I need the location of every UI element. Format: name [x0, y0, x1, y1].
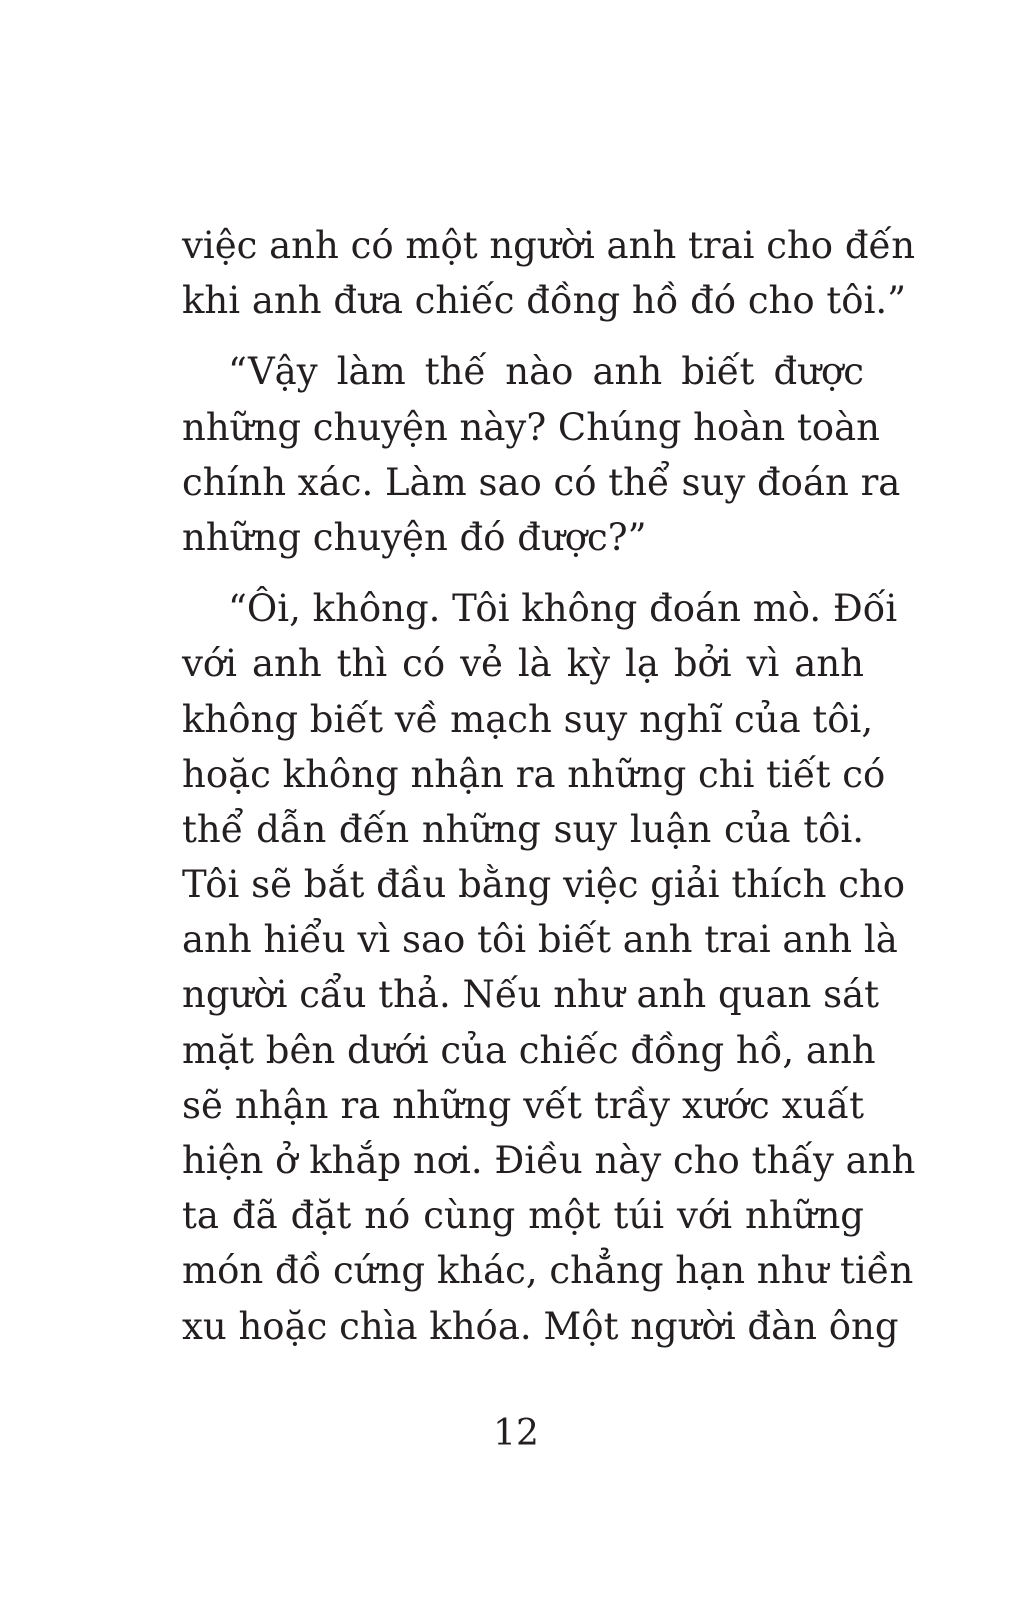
paragraph-3: [182, 581, 916, 1354]
page-body: [182, 218, 916, 1354]
text-line: ta đã đặt nó cùng một túi với những: [182, 1194, 864, 1238]
text-line: với anh thì có vẻ là kỳ lạ bởi vì anh: [182, 642, 864, 686]
text-line: khi anh đưa chiếc đồng hồ đó cho tôi.”: [182, 279, 907, 323]
text-line: chính xác. Làm sao có thể suy đoán ra: [182, 460, 901, 504]
text-line: hiện ở khắp nơi. Điều này cho thấy anh: [182, 1139, 916, 1182]
page-number: 12: [493, 1413, 539, 1454]
text-line: Tôi sẽ bắt đầu bằng việc giải thích cho: [182, 863, 906, 907]
text-line: hoặc không nhận ra những chi tiết có: [182, 752, 886, 796]
text-line: sẽ nhận ra những vết trầy xước xuất: [182, 1083, 864, 1127]
paragraph-2: [182, 344, 901, 565]
paragraph-1: [182, 218, 916, 328]
text-line: “Ôi, không. Tôi không đoán mò. Đối: [228, 587, 898, 631]
text-line: việc anh có một người anh trai cho đến: [182, 224, 916, 267]
text-line: những chuyện này? Chúng hoàn toàn: [182, 405, 880, 449]
paragraph-gap: [182, 565, 864, 581]
text-line: anh hiểu vì sao tôi biết anh trai anh là: [182, 918, 898, 962]
text-line: món đồ cứng khác, chẳng hạn như tiền: [182, 1249, 914, 1293]
paragraph-gap: [182, 328, 864, 344]
text-line: “Vậy làm thế nào anh biết được: [228, 350, 864, 394]
text-line: không biết về mạch suy nghĩ của tôi,: [182, 697, 874, 741]
text-line: những chuyện đó được?”: [182, 515, 647, 559]
text-line: người cẩu thả. Nếu như anh quan sát: [182, 973, 880, 1017]
text-line: xu hoặc chìa khóa. Một người đàn ông: [182, 1304, 899, 1348]
text-line: mặt bên dưới của chiếc đồng hồ, anh: [182, 1028, 876, 1072]
text-line: thể dẫn đến những suy luận của tôi.: [182, 807, 864, 851]
